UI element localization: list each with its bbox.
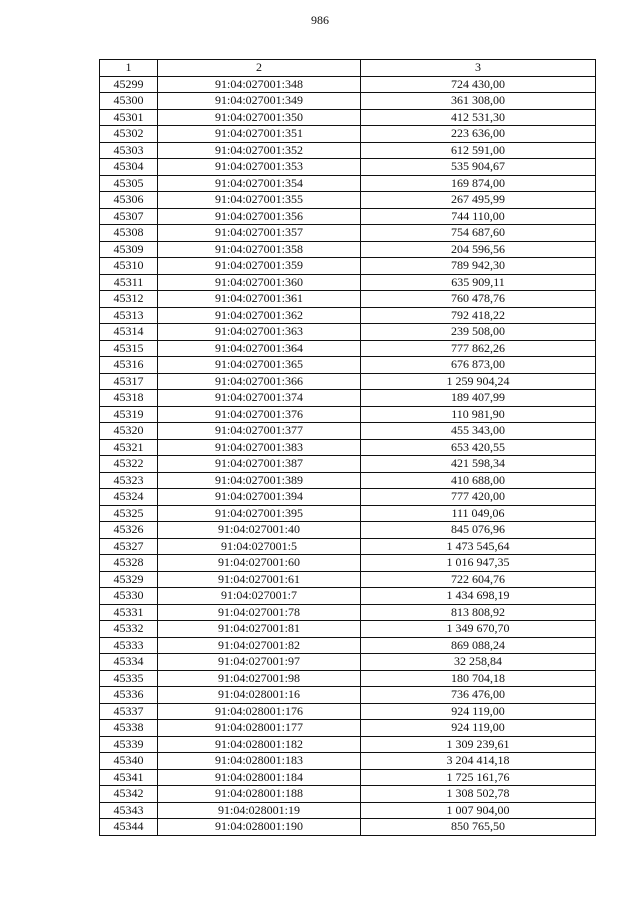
table-row [100, 472, 596, 489]
cadastral-value-cell: 1 007 904,00 [361, 802, 596, 819]
cadastral-number-cell: 91:04:027001:7 [158, 588, 361, 605]
table-row [100, 687, 596, 704]
row-number-cell: 45310 [100, 258, 158, 275]
cadastral-value-cell: 455 343,00 [361, 423, 596, 440]
row-number-cell: 45338 [100, 720, 158, 737]
cadastral-value-cell: 612 591,00 [361, 142, 596, 159]
table-row [100, 703, 596, 720]
row-number-cell: 45307 [100, 208, 158, 225]
table-row [100, 258, 596, 275]
cadastral-number-cell: 91:04:027001:78 [158, 604, 361, 621]
cadastral-value-cell: 223 636,00 [361, 126, 596, 143]
table-row [100, 126, 596, 143]
cadastral-number-cell: 91:04:027001:361 [158, 291, 361, 308]
row-number-cell: 45330 [100, 588, 158, 605]
table-row [100, 208, 596, 225]
row-number-cell: 45302 [100, 126, 158, 143]
cadastral-value-cell: 924 119,00 [361, 703, 596, 720]
column-header-1: 1 [100, 60, 158, 77]
row-number-cell: 45312 [100, 291, 158, 308]
cadastral-number-cell: 91:04:027001:348 [158, 76, 361, 93]
cadastral-value-cell: 535 904,67 [361, 159, 596, 176]
cadastral-number-cell: 91:04:028001:190 [158, 819, 361, 836]
cadastral-value-cell: 1 434 698,19 [361, 588, 596, 605]
table-row [100, 175, 596, 192]
cadastral-number-cell: 91:04:027001:366 [158, 373, 361, 390]
row-number-cell: 45334 [100, 654, 158, 671]
cadastral-number-cell: 91:04:027001:365 [158, 357, 361, 374]
cadastral-value-cell: 1 016 947,35 [361, 555, 596, 572]
cadastral-value-cell: 361 308,00 [361, 93, 596, 110]
row-number-cell: 45332 [100, 621, 158, 638]
row-number-cell: 45333 [100, 637, 158, 654]
cadastral-value-cell: 111 049,06 [361, 505, 596, 522]
cadastral-number-cell: 91:04:027001:363 [158, 324, 361, 341]
cadastral-number-cell: 91:04:028001:182 [158, 736, 361, 753]
cadastral-number-cell: 91:04:027001:352 [158, 142, 361, 159]
cadastral-number-cell: 91:04:027001:394 [158, 489, 361, 506]
cadastral-number-cell: 91:04:027001:98 [158, 670, 361, 687]
cadastral-value-cell: 754 687,60 [361, 225, 596, 242]
cadastral-number-cell: 91:04:027001:358 [158, 241, 361, 258]
row-number-cell: 45323 [100, 472, 158, 489]
cadastral-value-cell: 1 308 502,78 [361, 786, 596, 803]
cadastral-number-cell: 91:04:027001:355 [158, 192, 361, 209]
cadastral-value-cell: 722 604,76 [361, 571, 596, 588]
table-row [100, 753, 596, 770]
cadastral-value-cell: 189 407,99 [361, 390, 596, 407]
cadastral-value-cell: 1 259 904,24 [361, 373, 596, 390]
row-number-cell: 45315 [100, 340, 158, 357]
cadastral-value-cell: 850 765,50 [361, 819, 596, 836]
row-number-cell: 45325 [100, 505, 158, 522]
table-row [100, 456, 596, 473]
cadastral-number-cell: 91:04:027001:374 [158, 390, 361, 407]
table-row [100, 588, 596, 605]
cadastral-number-cell: 91:04:027001:383 [158, 439, 361, 456]
row-number-cell: 45336 [100, 687, 158, 704]
row-number-cell: 45324 [100, 489, 158, 506]
cadastral-value-cell: 813 808,92 [361, 604, 596, 621]
cadastral-value-cell: 180 704,18 [361, 670, 596, 687]
table-row [100, 720, 596, 737]
table-row [100, 489, 596, 506]
row-number-cell: 45304 [100, 159, 158, 176]
cadastral-value-cell: 792 418,22 [361, 307, 596, 324]
cadastral-number-cell: 91:04:027001:97 [158, 654, 361, 671]
cadastral-number-cell: 91:04:028001:176 [158, 703, 361, 720]
table-row [100, 819, 596, 836]
row-number-cell: 45344 [100, 819, 158, 836]
row-number-cell: 45341 [100, 769, 158, 786]
table-row [100, 159, 596, 176]
cadastral-number-cell: 91:04:028001:183 [158, 753, 361, 770]
page-number: 986 [311, 13, 329, 27]
cadastral-number-cell: 91:04:027001:359 [158, 258, 361, 275]
table-row [100, 522, 596, 539]
cadastral-number-cell: 91:04:027001:5 [158, 538, 361, 555]
row-number-cell: 45331 [100, 604, 158, 621]
table-row [100, 670, 596, 687]
cadastral-number-cell: 91:04:027001:357 [158, 225, 361, 242]
table-row [100, 241, 596, 258]
cadastral-value-cell: 777 862,26 [361, 340, 596, 357]
cadastral-number-cell: 91:04:027001:364 [158, 340, 361, 357]
cadastral-number-cell: 91:04:027001:350 [158, 109, 361, 126]
cadastral-number-cell: 91:04:027001:81 [158, 621, 361, 638]
row-number-cell: 45303 [100, 142, 158, 159]
cadastral-number-cell: 91:04:027001:376 [158, 406, 361, 423]
row-number-cell: 45326 [100, 522, 158, 539]
row-number-cell: 45335 [100, 670, 158, 687]
row-number-cell: 45301 [100, 109, 158, 126]
cadastral-value-cell: 777 420,00 [361, 489, 596, 506]
table-row [100, 225, 596, 242]
row-number-cell: 45343 [100, 802, 158, 819]
cadastral-value-cell: 724 430,00 [361, 76, 596, 93]
table-row [100, 291, 596, 308]
cadastral-value-cell: 169 874,00 [361, 175, 596, 192]
table-row [100, 555, 596, 572]
cadastral-value-cell: 845 076,96 [361, 522, 596, 539]
cadastral-value-cell: 412 531,30 [361, 109, 596, 126]
cadastral-value-cell: 421 598,34 [361, 456, 596, 473]
table-row [100, 571, 596, 588]
cadastral-value-table [99, 59, 596, 836]
row-number-cell: 45317 [100, 373, 158, 390]
table-row [100, 802, 596, 819]
cadastral-value-cell: 110 981,90 [361, 406, 596, 423]
column-header-2: 2 [158, 60, 361, 77]
row-number-cell: 45322 [100, 456, 158, 473]
table-row [100, 654, 596, 671]
cadastral-number-cell: 91:04:027001:60 [158, 555, 361, 572]
table-row [100, 357, 596, 374]
cadastral-number-cell: 91:04:027001:360 [158, 274, 361, 291]
cadastral-number-cell: 91:04:027001:349 [158, 93, 361, 110]
cadastral-value-cell: 744 110,00 [361, 208, 596, 225]
table-row [100, 192, 596, 209]
row-number-cell: 45306 [100, 192, 158, 209]
cadastral-value-cell: 267 495,99 [361, 192, 596, 209]
cadastral-number-cell: 91:04:027001:356 [158, 208, 361, 225]
cadastral-number-cell: 91:04:027001:395 [158, 505, 361, 522]
row-number-cell: 45313 [100, 307, 158, 324]
table-row [100, 621, 596, 638]
cadastral-value-cell: 239 508,00 [361, 324, 596, 341]
cadastral-number-cell: 91:04:028001:184 [158, 769, 361, 786]
cadastral-number-cell: 91:04:027001:387 [158, 456, 361, 473]
table-row [100, 637, 596, 654]
table-row [100, 109, 596, 126]
cadastral-number-cell: 91:04:027001:362 [158, 307, 361, 324]
cadastral-number-cell: 91:04:027001:61 [158, 571, 361, 588]
table-row [100, 423, 596, 440]
row-number-cell: 45314 [100, 324, 158, 341]
table-row [100, 769, 596, 786]
row-number-cell: 45299 [100, 76, 158, 93]
table-row [100, 373, 596, 390]
row-number-cell: 45316 [100, 357, 158, 374]
cadastral-value-cell: 924 119,00 [361, 720, 596, 737]
cadastral-number-cell: 91:04:027001:354 [158, 175, 361, 192]
table-row [100, 604, 596, 621]
cadastral-value-cell: 204 596,56 [361, 241, 596, 258]
cadastral-number-cell: 91:04:028001:19 [158, 802, 361, 819]
cadastral-number-cell: 91:04:027001:40 [158, 522, 361, 539]
cadastral-value-cell: 789 942,30 [361, 258, 596, 275]
column-header-3: 3 [361, 60, 596, 77]
table-row [100, 93, 596, 110]
cadastral-value-cell: 736 476,00 [361, 687, 596, 704]
cadastral-number-cell: 91:04:028001:177 [158, 720, 361, 737]
cadastral-value-cell: 1 725 161,76 [361, 769, 596, 786]
cadastral-value-cell: 869 088,24 [361, 637, 596, 654]
cadastral-number-cell: 91:04:027001:353 [158, 159, 361, 176]
cadastral-value-cell: 32 258,84 [361, 654, 596, 671]
cadastral-value-cell: 1 309 239,61 [361, 736, 596, 753]
cadastral-number-cell: 91:04:028001:16 [158, 687, 361, 704]
row-number-cell: 45340 [100, 753, 158, 770]
row-number-cell: 45327 [100, 538, 158, 555]
cadastral-value-cell: 760 478,76 [361, 291, 596, 308]
table-row [100, 274, 596, 291]
row-number-cell: 45339 [100, 736, 158, 753]
cadastral-value-cell: 1 349 670,70 [361, 621, 596, 638]
table-row [100, 340, 596, 357]
table-row [100, 786, 596, 803]
table-row [100, 324, 596, 341]
cadastral-number-cell: 91:04:027001:351 [158, 126, 361, 143]
table-row [100, 505, 596, 522]
table-body [100, 76, 596, 835]
table-row [100, 439, 596, 456]
row-number-cell: 45337 [100, 703, 158, 720]
table-row [100, 406, 596, 423]
cadastral-value-cell: 635 909,11 [361, 274, 596, 291]
row-number-cell: 45305 [100, 175, 158, 192]
row-number-cell: 45318 [100, 390, 158, 407]
row-number-cell: 45320 [100, 423, 158, 440]
table-row [100, 736, 596, 753]
table-row [100, 538, 596, 555]
cadastral-value-cell: 653 420,55 [361, 439, 596, 456]
row-number-cell: 45321 [100, 439, 158, 456]
table-row [100, 390, 596, 407]
cadastral-value-cell: 410 688,00 [361, 472, 596, 489]
row-number-cell: 45300 [100, 93, 158, 110]
cadastral-value-cell: 676 873,00 [361, 357, 596, 374]
cadastral-number-cell: 91:04:027001:389 [158, 472, 361, 489]
table-row [100, 142, 596, 159]
table-header-row [100, 60, 596, 77]
row-number-cell: 45329 [100, 571, 158, 588]
row-number-cell: 45309 [100, 241, 158, 258]
cadastral-number-cell: 91:04:028001:188 [158, 786, 361, 803]
table-row [100, 307, 596, 324]
row-number-cell: 45311 [100, 274, 158, 291]
cadastral-value-cell: 3 204 414,18 [361, 753, 596, 770]
table-row [100, 76, 596, 93]
row-number-cell: 45319 [100, 406, 158, 423]
row-number-cell: 45328 [100, 555, 158, 572]
cadastral-number-cell: 91:04:027001:377 [158, 423, 361, 440]
row-number-cell: 45342 [100, 786, 158, 803]
cadastral-value-cell: 1 473 545,64 [361, 538, 596, 555]
row-number-cell: 45308 [100, 225, 158, 242]
cadastral-number-cell: 91:04:027001:82 [158, 637, 361, 654]
